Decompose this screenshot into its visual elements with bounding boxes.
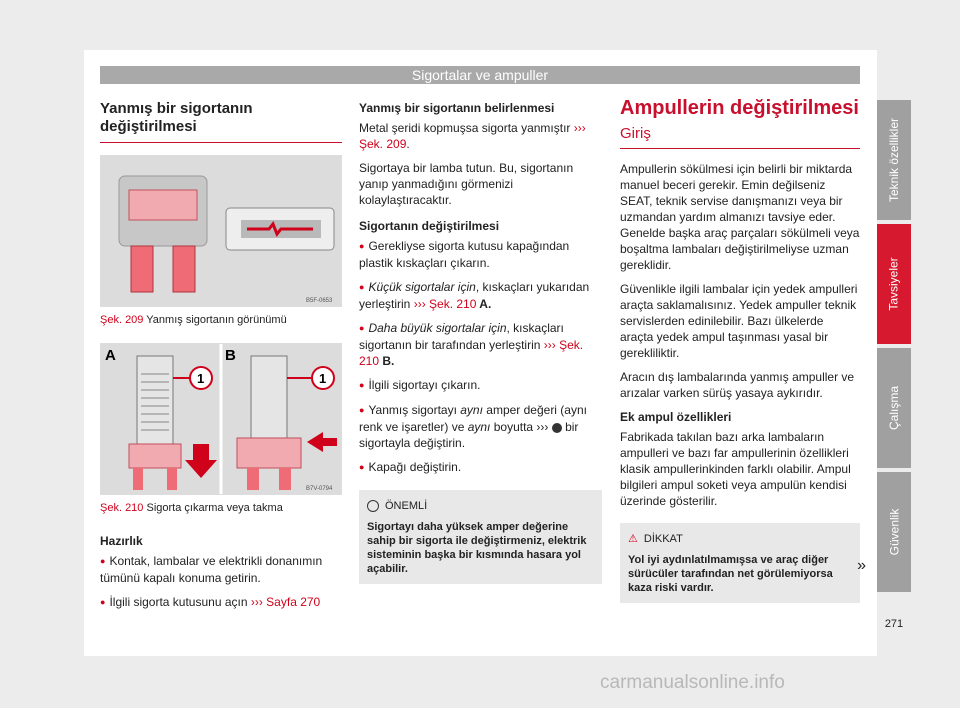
callout-1b: 1 <box>319 371 327 386</box>
tab-teknik[interactable]: Teknik özellikler <box>877 100 911 220</box>
list-item: ● Yanmış sigortayı aynı amper değeri (aynı renk ve işaretler) ve aynı boyutta ››› bir sigortayla değiştirin. <box>359 402 602 451</box>
section-title: Yanmış bir sigortanın belirlenmesi <box>359 101 555 115</box>
figure-link[interactable]: ››› Şek. 210 <box>413 297 477 311</box>
figure-210-caption <box>100 501 342 515</box>
warning-box <box>620 523 860 603</box>
info-icon <box>552 423 562 433</box>
prep-title: Hazırlık <box>100 534 143 548</box>
side-tabs <box>877 100 911 596</box>
callout-1a: 1 <box>197 371 205 386</box>
continue-icon: » <box>857 557 866 574</box>
paragraph: Sigortaya bir lamba tutun. Bu, sigortanın yanıp yanmadığını görmenizi kolaylaştıracaktır. <box>359 161 574 207</box>
watermark: carmanualsonline.info <box>600 672 785 693</box>
list-item: ● Küçük sigortalar için, kıskaçları yukarıdan yerleştirin ››› Şek. 210 A. <box>359 279 602 312</box>
section-title: Yanmış bir sigortanın değiştirilmesi <box>100 100 253 135</box>
warning-text: Yol iyi aydınlatılmamışsa ve araç diğer sürücüler tarafından net görülemiyorsa kaza riski vardır. <box>628 554 833 594</box>
tab-tavsiyeler[interactable]: Tavsiyeler <box>877 224 911 344</box>
figure-number: Şek. 209 <box>100 314 144 326</box>
label-a: A <box>105 347 116 364</box>
warning-triangle-icon: ⚠ <box>628 533 638 545</box>
tab-guvenlik[interactable]: Güvenlik <box>877 472 911 592</box>
label-b: B <box>225 347 236 364</box>
figure-code: B5F-0653 <box>306 298 333 304</box>
column-3 <box>620 97 866 603</box>
info-circle-icon <box>367 500 379 512</box>
warning-title: ⚠ DİKKAT <box>628 533 683 545</box>
figure-link[interactable]: ››› Şek. 210 <box>359 338 584 368</box>
caption-text: Sigorta çıkarma veya takma <box>146 502 283 514</box>
paragraph: Güvenlikle ilgili lambalar için yedek ampulleri araçta saklamalısınız. Yedek ampuller teknik servislerden edinilebilir. Bazı ülkelerde araçta yedek ampul taşınması yasal bir gerekliliktir. <box>620 282 858 360</box>
figure-number: Şek. 210 <box>100 502 144 514</box>
tab-calisma[interactable]: Çalışma <box>877 348 911 468</box>
paragraph: Metal şeridi kopmuşsa sigorta yanmıştır ››› Şek. 209. <box>359 121 586 151</box>
list-item: ● Gerekliyse sigorta kutusu kapağından plastik kıskaçları çıkarın. <box>359 238 602 271</box>
paragraph: Aracın dış lambalarında yanmış ampuller ve arızalar varken sürüş yasaya aykırıdır. <box>620 370 855 400</box>
figure-209-caption <box>100 313 342 327</box>
column-1 <box>100 100 342 619</box>
column-2 <box>359 100 602 584</box>
chapter-subtitle: Giriş <box>620 125 651 142</box>
prep-item-2: ● İlgili sigorta kutusunu açın ››› Sayfa 270 <box>100 594 342 611</box>
figure-code: B7V-0794 <box>306 486 333 492</box>
paragraph: Ampullerin sökülmesi için belirli bir miktarda manuel beceri gerekir. Emin değilseniz SEAT, teknik servise danışmanızı veya bir uzmandan yardım almanızı tavsiye eder. Genelde başka araç parçaları sökülmeli veya boşaltma lambaları değiştirilmeliyse uzman gereklidir. <box>620 162 860 272</box>
page-link[interactable]: ››› Sayfa 270 <box>250 595 321 609</box>
caption-text: Yanmış sigortanın görünümü <box>146 314 287 326</box>
title-rule <box>100 142 342 143</box>
fuse-illustration <box>101 156 341 306</box>
section-title: Sigortanın değiştirilmesi <box>359 219 500 233</box>
note-title: ÖNEMLİ <box>367 498 594 514</box>
title-rule <box>620 148 860 149</box>
note-box <box>359 490 602 584</box>
page-header: Sigortalar ve ampuller <box>100 66 860 84</box>
chapter-title: Ampullerin değiştirilmesi <box>620 97 859 119</box>
figure-210 <box>100 343 342 495</box>
figure-209 <box>100 155 342 307</box>
fuse-removal-illustration <box>101 344 341 494</box>
page-number: 271 <box>884 618 904 630</box>
list-item: ● Daha büyük sigortalar için, kıskaçları sigortanın bir tarafından yerleştirin ››› Şek. 210 B. <box>359 320 602 369</box>
note-text: Sigortayı daha yüksek amper değerine sahip bir sigorta ile değiştirmeniz, elektrik sisteminin başka bir kısmında hasara yol açabilir. <box>367 521 587 575</box>
figure-link[interactable]: ››› Şek. 209 <box>359 121 586 151</box>
list-item: ● Kapağı değiştirin. <box>359 459 602 476</box>
paragraph: Fabrikada takılan bazı arka lambaların ampulleri ve bazı far ampullerinin özellikleri klasik ampullerinkinden farklı olabilir. Ampul bilgileri ampul soketi veya ampulün kendisi üzerinde gösterilir. <box>620 430 851 508</box>
section-title: Ek ampul özellikleri <box>620 410 732 424</box>
list-item: ● İlgili sigortayı çıkarın. <box>359 377 602 394</box>
prep-item-1: ● Kontak, lambalar ve elektrikli donanımın tümünü kapalı konuma getirin. <box>100 553 342 586</box>
